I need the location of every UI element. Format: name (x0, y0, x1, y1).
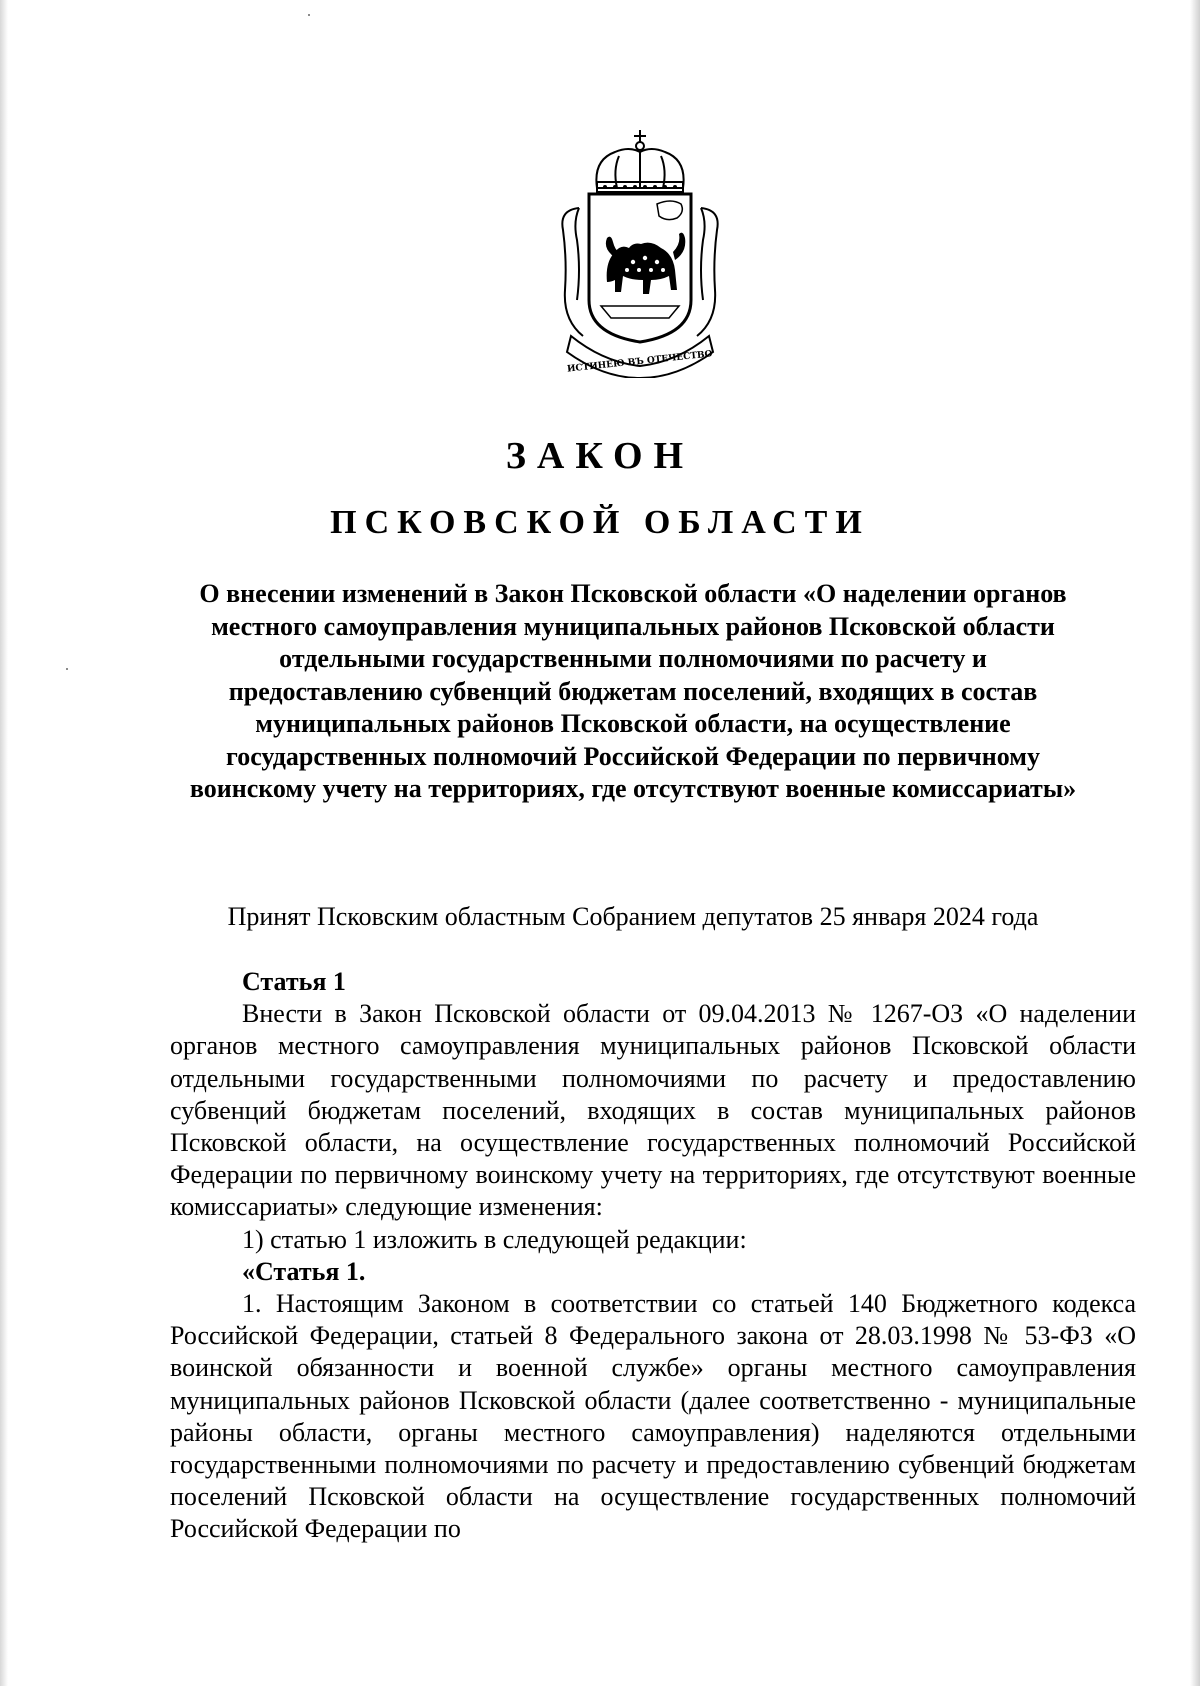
heading-line: отдельными государственными полномочиями по расчету и (279, 644, 987, 673)
adoption-line: Принят Псковским областным Собранием депутатов 25 января 2024 года (227, 902, 1039, 931)
pskov-coat-of-arms-icon (553, 130, 727, 378)
document-subtitle: ПСКОВСКОЙ ОБЛАСТИ (330, 504, 870, 541)
scan-edge-left (0, 0, 8, 1686)
article-1-title: Статья 1 (242, 967, 346, 996)
document-body (170, 966, 1136, 1546)
heading-line: муниципальных районов Псковской области, на осуществление (255, 709, 1011, 738)
heading-line: предоставлению субвенций бюджетам поселений, входящих в состав (228, 676, 1038, 706)
heading-line: воинскому учету на территориях, где отсутствуют военные комиссариаты» (189, 774, 1077, 803)
scan-edge-right (1190, 0, 1200, 1686)
scan-speck (308, 14, 310, 16)
heading-line: О внесении изменений в Закон Псковской области «О наделении органов (199, 579, 1067, 608)
amendment-item-1: 1) статью 1 изложить в следующей редакции: (242, 1224, 747, 1254)
quoted-article-title: «Статья 1. (242, 1256, 366, 1286)
heading-line: государственных полномочий Российской Федерации по первичному (226, 741, 1040, 771)
document-title: ЗАКОН (505, 435, 695, 477)
scan-speck (66, 668, 68, 670)
emblem-motto: ИСТИНЕЮ ВЪ ОТЕЧЕСТВО (566, 349, 713, 375)
paragraph-1: 1. Настоящим Законом в соответствии со статьей 140 Бюджетного кодекса Российской Федерации, статьей 8 Федерального закона от 28.03.1998 № 53-ФЗ «О воинской обязанности и военной службе» органы местного самоуправления муниципальных районов Псковской области (далее соответственно - муниципальные районы области, органы местного самоуправления) наделяются отдельными государственными полномочиями по расчету и предоставлению субвенций бюджетам поселений Псковской области на осуществление государственных полномочий Российской Федерации по (170, 1289, 1136, 1544)
article-1-text: Внести в Закон Псковской области от 09.04.2013 № 1267-ОЗ «О наделении органов местного самоуправления муниципальных районов Псковской области отдельными государственными полномочиями по расчету и предоставлению субвенций бюджетам поселений, входящих в состав муниципальных районов Псковской области, на осуществление государственных полномочий Российской Федерации по первичному воинскому учету на территориях, где отсутствуют военные комиссариаты» следующие изменения: (170, 999, 1136, 1222)
law-heading (168, 578, 1098, 806)
heading-line: местного самоуправления муниципальных районов Псковской области (211, 611, 1055, 641)
